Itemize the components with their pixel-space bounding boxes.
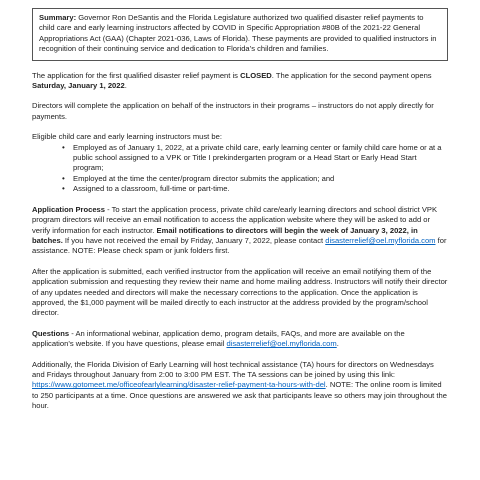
questions-text-1: - An informational webinar, application demo, program details, FAQs, and more are available on the application’s website. If you have questions, please email: [32, 328, 405, 349]
ta-text-2: . NOTE: The online room is limited to 250 participants at a time. Once questions are answered we ask that participants leave so others may join throughout the hour.: [32, 380, 447, 411]
after-submit-paragraph: After the application is submitted, each verified instructor from the application will receive an email notifying them of the application submission and requesting they review their name and home mailing address. Instructors will notify their director of any updates needed and directors will make the necessary corrections to the application. Once the application is approved, the $1,000 payment will be mailed directly to each instructor at the address provided by the program/school director.: [32, 266, 448, 318]
process-text-3: for assistance. NOTE: Please check spam or junk folders first.: [32, 235, 447, 256]
summary-label: Summary:: [39, 13, 77, 22]
directors-note: Directors will complete the application on behalf of the instructors in their programs – instructors do not apply directly for payments.: [32, 101, 434, 121]
status-closed: CLOSED: [240, 70, 272, 80]
summary-paragraph: [39, 13, 441, 55]
status-text-3: .: [124, 81, 127, 91]
eligibility-list: [32, 143, 448, 195]
summary-text: Governor Ron DeSantis and the Florida Legislature authorized two qualified disaster relief payments to child care and early learning instructors affected by COVID in Specific Appropriation #80B of the 2021-22 General Appropriations Act (GAA) (Chapter 2021-036, Laws of Florida). These payments are provided to qualified instructors in recognition of their continuing service and dedication to Florida’s children and families.: [39, 13, 437, 54]
status-open-date: Saturday, January 1, 2022: [32, 81, 125, 91]
process-bold-notice: Email notifications to directors will begin the week of January 3, 2022, in batches.: [32, 225, 418, 245]
process-text-2: If you have not received the email by Friday, January 7, 2022, please contact: [62, 235, 326, 245]
process-text-1: - To start the application process, private child care/early learning directors and school district VPK program directors will receive an email notification to access the application website where they will be asked to add or verify information for each instructor.: [32, 204, 438, 235]
questions-paragraph: [32, 329, 448, 350]
process-label: Application Process: [32, 204, 106, 214]
questions-label: Questions: [32, 328, 70, 338]
summary-box: [32, 8, 448, 61]
status-text-1: The application for the first qualified disaster relief payment is: [32, 70, 241, 80]
ta-session-link[interactable]: https://www.gotomeet.me/officeofearlylearning/disaster-relief-payment-ta-hours-with-del: [32, 380, 326, 390]
status-text-2: . The application for the second payment opens: [271, 70, 432, 80]
status-paragraph: [32, 71, 448, 92]
eligibility-intro: Eligible child care and early learning instructors must be:: [32, 132, 222, 142]
ta-text-1: Additionally, the Florida Division of Early Learning will host technical assistance (TA) hours for directors on Wednesdays and Fridays throughout January from 2:00 to 3:00 PM EST. The TA sessions can be joined by using this link:: [32, 359, 434, 379]
eligibility-item: • Employed at the time the center/program director submits the application; and: [62, 174, 448, 184]
process-email-link[interactable]: disasterrelief@oel.myflorida.com: [325, 235, 436, 245]
eligibility-item: • Assigned to a classroom, full-time or part-time.: [62, 184, 448, 194]
questions-text-2: .: [336, 339, 339, 349]
ta-paragraph: [32, 360, 448, 412]
questions-email-link[interactable]: disasterrelief@oel.myflorida.com: [226, 339, 337, 349]
eligibility-item: • Employed as of January 1, 2022, at a private child care, early learning center or family child care home or at a public school assigned to a VPK or Title I prekindergarten program or a Head Start or Early Head Start program;: [62, 143, 448, 174]
process-paragraph: [32, 205, 448, 257]
